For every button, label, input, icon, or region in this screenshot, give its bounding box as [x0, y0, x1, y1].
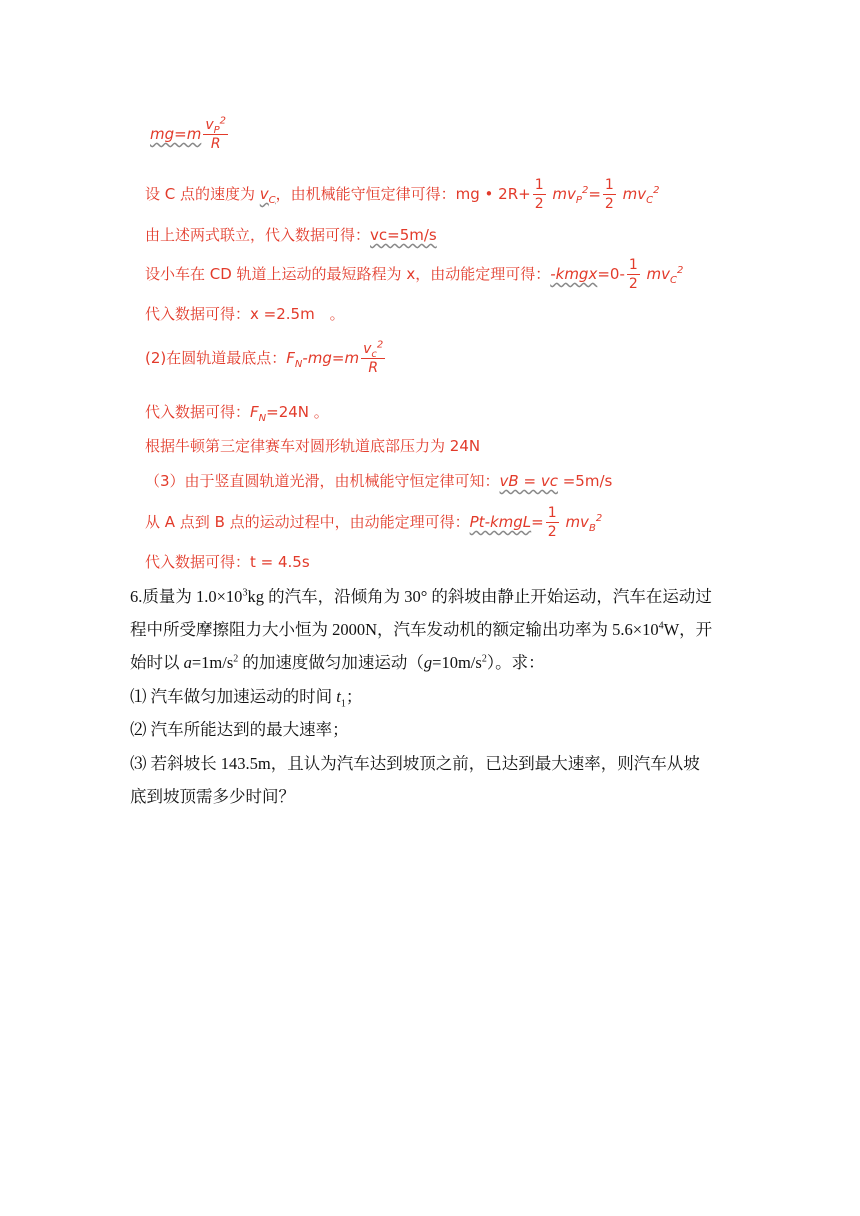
- question-line-3: 始时以 $a=1m/s^2$ 的加速度做匀加速运动$(g=10m/s^2)$。求：: [130, 653, 545, 672]
- solution-line-7: 代入数据可得：$F_N=24N$ 。: [145, 403, 329, 424]
- solution-line-8: 根据牛顿第三定律赛车对圆形轨道底部压力为 24N: [145, 437, 481, 455]
- solution-line-10: 从 A 点到 B 点的运动过程中，由动能定理可得：Pt-kmgL= $\frac{1}{2}$ $mv_B^2$: [145, 505, 603, 540]
- solution-line-11: 代入数据可得：t = 4.5s: [145, 553, 310, 571]
- solution-line-9: （3）由于竖直圆轨道光滑，由机械能守恒定律可知：vB = vc =5m/s: [145, 472, 613, 490]
- solution-line-6: (2)在圆轨道最底点：$F_N-mg=m$ $\frac{v_c^2}{R}$: [145, 339, 384, 376]
- solution-line-3: 由上述两式联立，代入数据可得：vc=5m/s: [145, 226, 437, 244]
- solution-eq-1: [150, 115, 230, 152]
- question-part-2: ⑵ 汽车所能达到的最大速率；: [130, 720, 349, 739]
- eq1-fraction: $\frac{v_P^2}{R}$: [205, 115, 227, 152]
- question-part-1: ⑴ 汽车做匀加速运动的时间 $t_1$；: [130, 687, 363, 710]
- question-line-2: 程中所受摩擦阻力大小恒为 2000N，汽车发动机的额定输出功率为 $5.6\times 10^4W$，开: [130, 620, 713, 639]
- solution-line-2: 设 C 点的速度为 $v_C$，由机械能守恒定律可得：mg • 2R+ $\frac{1}{2}$ $mv_P^2=$ $\frac{1}{2}$ $mv_C^2$: [145, 177, 660, 212]
- question-part-3-line-1: ⑶ 若斜坡长 143.5m，且认为汽车达到坡顶之前，已达到最大速率，则汽车从坡: [130, 754, 700, 773]
- question-line-1: 6.质量为 $1.0\times 10^3kg$ 的汽车，沿倾角为 30° 的斜坡由静止开始运动，汽车在运动过: [130, 587, 712, 606]
- question-part-3-line-2: 底到坡顶需多少时间？: [130, 787, 295, 806]
- solution-line-5: 代入数据可得：x =2.5m 。: [145, 305, 345, 323]
- solution-line-4: 设小车在 CD 轨道上运动的最短路程为 x，由动能定理可得：-kmgx=0- $\frac{1}{2}$ $mv_C^2$: [145, 257, 684, 292]
- eq1-lhs: mg=m: [150, 125, 202, 143]
